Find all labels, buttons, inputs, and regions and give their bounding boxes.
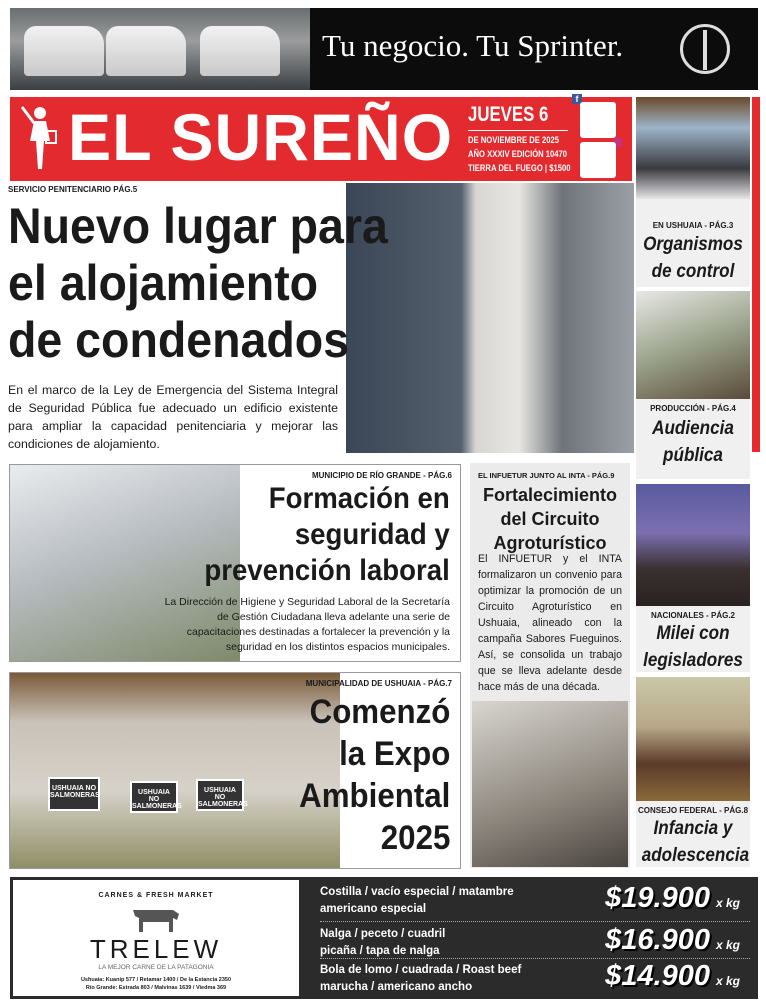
ad-vans-photo: [10, 8, 310, 90]
price-row: Bola de lomo / cuadrada / Roast beef marucha / americano ancho $14.900 x kg: [320, 960, 740, 993]
divider: [468, 130, 568, 131]
story3-headline: Comenzó la Expo Ambiental 2025: [298, 693, 450, 857]
sidebar-section: NACIONALES - PÁG.2: [650, 611, 735, 620]
sidebar-section: EN USHUAIA - PÁG.3: [652, 221, 734, 230]
masthead: [10, 94, 632, 181]
story4-body: El INFUETUR y el INTA formalizaron un convenio para optimizar la promoción de un Circuito Agroturístico en Ushuaia, alineado con la campaña Sabores Fueguinos. Así, se consolida un trabajo que se lleva adelante desde hace más de una década.: [478, 553, 622, 693]
main-story-photo[interactable]: [346, 183, 634, 453]
van-image: [24, 26, 104, 76]
story3-section: MUNICIPALIDAD DE USHUAIA - PÁG.7: [305, 679, 452, 688]
bottom-advertisement[interactable]: [10, 877, 758, 999]
sidebar-photo: [636, 677, 750, 801]
price-value: $16.900: [605, 924, 710, 956]
issue-place-price: TIERRA DEL FUEGO | $1500: [468, 163, 571, 173]
story4-section: EL INFUETUR JUNTO AL INTA - PÁG.9: [478, 471, 615, 480]
story-rio-grande[interactable]: [9, 464, 461, 662]
main-headline[interactable]: [8, 198, 388, 369]
ad-slogan: Tu negocio. Tu Sprinter.: [322, 28, 624, 63]
price-value: $19.900: [605, 882, 710, 914]
sidebar-story[interactable]: [636, 677, 750, 867]
sidebar-story[interactable]: [636, 291, 750, 479]
divider: [320, 958, 750, 959]
decorative-stripe: [752, 97, 760, 452]
sidebar-story[interactable]: [636, 97, 750, 287]
ad-address: Río Grande: Estrada 803 / Malvinas 1639 / Viedma 369: [85, 985, 227, 991]
sidebar-section: CONSEJO FEDERAL - PÁG.8: [637, 806, 749, 815]
sidebar-section: PRODUCCIÓN - PÁG.4: [650, 404, 736, 413]
sidebar-photo: [636, 291, 750, 399]
protest-sign: USHUAIA NO SALMONERAS: [48, 777, 100, 811]
sidebar-title: Organismos de control: [643, 234, 743, 282]
story-agroturismo[interactable]: [470, 463, 630, 868]
issue-date: DE NOVIEMBRE DE 2025: [468, 135, 559, 145]
logo-figure-icon: [20, 105, 58, 171]
qr-code-instagram[interactable]: [580, 142, 616, 178]
ad-address: Ushuaia: Kuanip 577 / Retamar 1400 / De la Estancia 2350: [80, 977, 232, 983]
sidebar-title: Milei con legisladores: [643, 623, 743, 671]
main-story-body: En el marco de la Ley de Emergencia del Sistema Integral de Seguridad Pública fue adecuado un edificio existente para ampliar la capacidad penitenciaria y mejorar las condiciones de alojamiento.: [8, 383, 338, 451]
headline-line: de condenados: [8, 312, 350, 368]
sidebar-photo: [636, 484, 750, 606]
facebook-icon[interactable]: f: [572, 94, 582, 104]
price-unit: x kg: [715, 938, 740, 952]
price-row: Nalga / peceto / cuadril picaña / tapa de nalga $16.900 x kg: [320, 924, 740, 957]
sidebar-story[interactable]: [636, 484, 750, 672]
qr-code-facebook[interactable]: [580, 102, 616, 138]
trelew-logo-panel: [13, 880, 299, 996]
issue-edition: AÑO XXXIV EDICIÓN 10470: [468, 149, 568, 159]
headline-line: Nuevo lugar para: [8, 198, 388, 254]
price-row: Costilla / vacío especial / matambre americano especial $19.900 x kg: [320, 882, 740, 915]
price-value: $14.900: [605, 960, 710, 992]
issue-day: JUEVES 6: [468, 103, 549, 126]
ad-brand: TRELEW: [89, 934, 223, 964]
story2-headline: Formación en seguridad y prevención laboral: [204, 482, 450, 587]
protest-sign: USHUAIA NO SALMONERAS: [196, 779, 244, 811]
story4-headline: Fortalecimiento del Circuito Agroturístico: [482, 485, 618, 553]
story4-photo: [472, 701, 628, 867]
sidebar-photo: [636, 97, 750, 199]
price-unit: x kg: [715, 974, 740, 988]
ad-tagline-top: CARNES & FRESH MARKET: [98, 892, 214, 899]
divider: [320, 921, 750, 922]
story3-photo: [10, 673, 340, 868]
protest-sign: USHUAIA NO SALMONERAS: [130, 781, 178, 813]
mercedes-star-icon: [680, 24, 730, 74]
bull-icon: [125, 904, 185, 934]
price-unit: x kg: [715, 896, 740, 910]
newspaper-logo[interactable]: EL SUREÑO: [68, 100, 454, 174]
ad-tagline: LA MEJOR CARNE DE LA PATAGONIA: [98, 964, 214, 971]
main-story-section: SERVICIO PENITENCIARIO PÁG.5: [8, 185, 138, 194]
story2-section: MUNICIPIO DE RÍO GRANDE - PÁG.6: [311, 471, 452, 480]
story2-body: La Dirección de Higiene y Seguridad Laboral de la Secretaría de Gestión Ciudadana lleva adelante una serie de capacitaciones destinadas a fortalecer la prevención y la seguridad en los distintos espacios municipales.: [164, 596, 450, 653]
van-image: [106, 26, 186, 76]
story-expo-ambiental[interactable]: [9, 672, 461, 869]
sidebar-title: Infancia y adolescencia: [641, 818, 750, 866]
van-image: [200, 26, 280, 76]
top-advertisement[interactable]: [10, 8, 758, 90]
sidebar-title: Audiencia pública: [652, 418, 734, 466]
headline-line: el alojamiento: [8, 255, 319, 311]
